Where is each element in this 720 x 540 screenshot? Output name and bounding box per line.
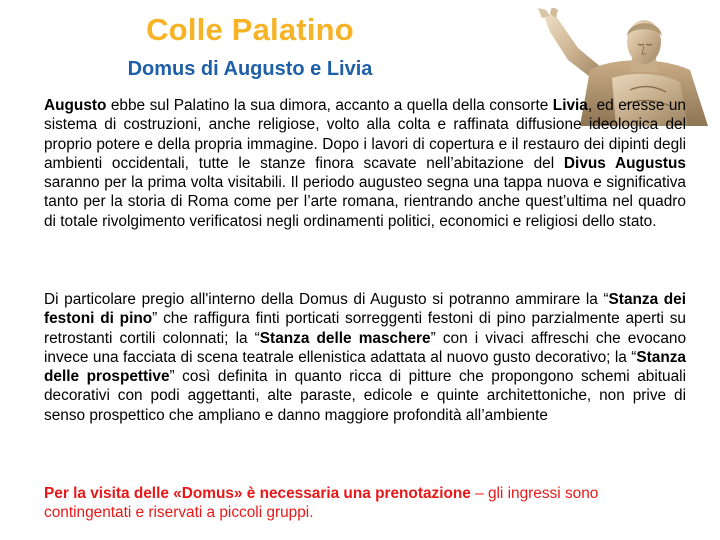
text-span: , ed eresse un sistema di costruzioni, anche religiose, volto alla colta e raffinata diffusione ideologica del proprio potere e della propria immagine. Dopo i lavori di copertura e il restauro dei dipinti degli ambienti occidentali, tutte le stanze finora scavate nell’abitazione del bbox=[44, 97, 686, 172]
name-livia: Livia bbox=[552, 97, 588, 114]
paragraph-rooms bbox=[44, 290, 686, 425]
text-span: ” così definita in quanto ricca di pitture che propongono schemi abituali decorativi con podi aggettanti, alte paraste, edicole e quinte architettoniche, non prive di senso prospettico che ampliano e danno maggiore profondità all’ambiente bbox=[44, 368, 686, 424]
text-span: saranno per la prima volta visitabili. Il periodo augusteo segna una tappa nuova e significativa tanto per la storia di Roma come per l’arte romana, rientrando anche quest’ultima nel quadro di totale rivolgimento verificatosi negli ordinamenti politici, economici e religiosi dello stato. bbox=[44, 174, 686, 230]
name-augusto: Augusto bbox=[44, 97, 107, 114]
page-title: Colle Palatino bbox=[146, 12, 354, 47]
room-festoni: Stanza dei festoni di pino bbox=[44, 291, 686, 328]
booking-notice-bold: Per la visita delle «Domus» è necessaria una prenotazione bbox=[44, 485, 471, 502]
text-span: ebbe sul Palatino la sua dimora, accanto a quella della consorte bbox=[106, 97, 553, 114]
booking-notice bbox=[44, 484, 686, 523]
page-subtitle: Domus di Augusto e Livia bbox=[127, 58, 373, 80]
room-prospettive: Stanza delle prospettive bbox=[44, 348, 686, 386]
paragraph-intro bbox=[44, 96, 686, 231]
name-divus-augustus: Divus Augustus bbox=[563, 154, 686, 172]
room-maschere: Stanza delle maschere bbox=[259, 329, 431, 347]
text-span: ” che raffigura finti porticati sorreggenti festoni di pino parzialmente aperti su retrostanti cortili colonnati; la “ bbox=[44, 310, 686, 347]
text-span: Di particolare pregio all'interno della Domus di Augusto si potranno ammirare la “ bbox=[44, 291, 609, 308]
text-span: ” con i vivaci affreschi che evocano invece una facciata di scena teatrale ellenistica adattata al nuovo gusto decorativo; la “ bbox=[44, 329, 686, 366]
text-span: – gli ingressi sono contingentati e riservati a piccoli gruppi. bbox=[44, 485, 599, 522]
